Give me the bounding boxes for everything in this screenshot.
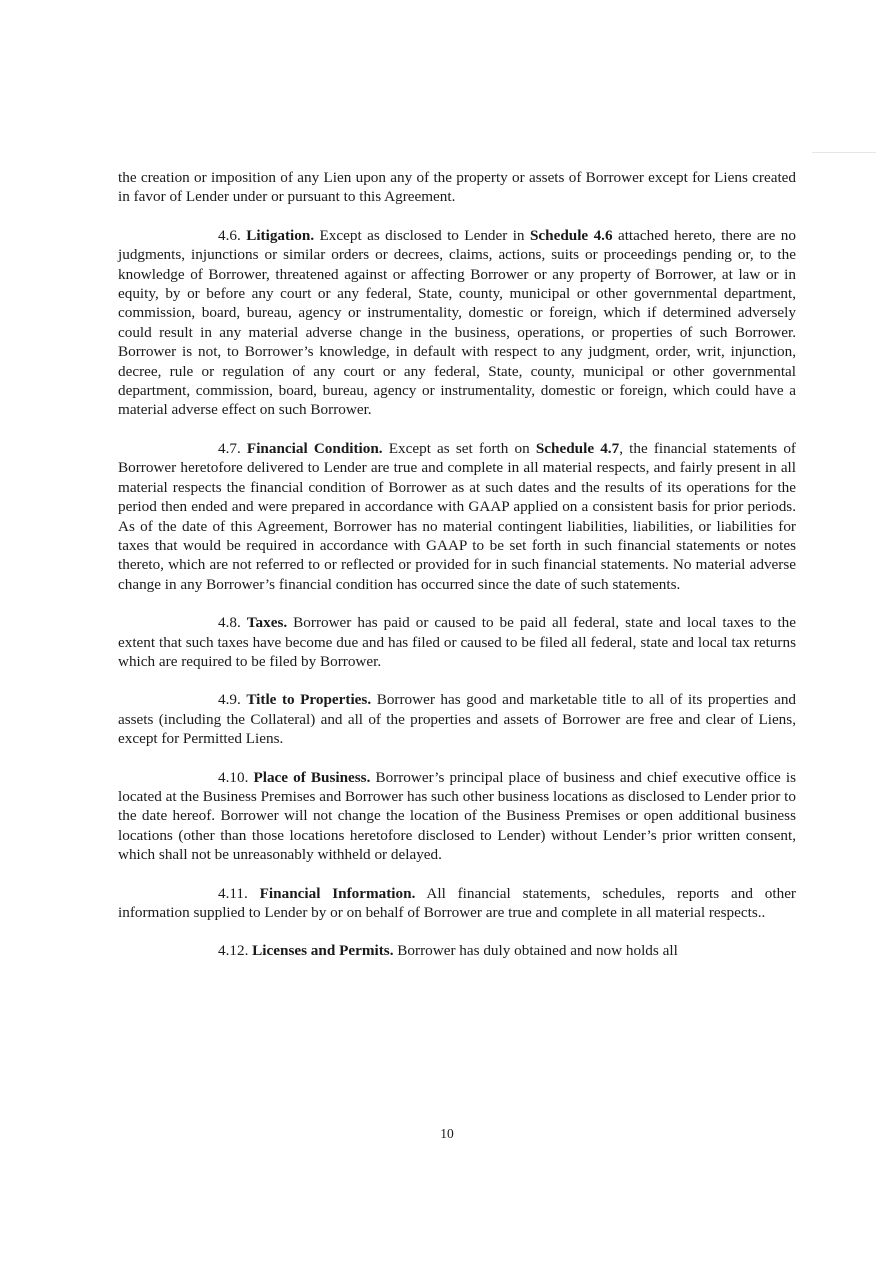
section-4-9-title-to-properties [118, 690, 796, 748]
document-body [118, 168, 796, 980]
section-4-6-litigation [118, 226, 796, 420]
paragraph-carryover [118, 168, 796, 207]
section-heading: Place of Business. [253, 768, 371, 786]
section-4-7-financial-condition [118, 439, 796, 594]
section-number: 4.10. [218, 768, 249, 786]
schedule-reference: Schedule 4.7 [535, 439, 620, 457]
paragraph-body-pre: Except as set forth on [388, 439, 530, 457]
section-number: 4.12. [218, 942, 249, 960]
section-number: 4.9. [218, 691, 241, 709]
page-number: 10 [440, 1126, 454, 1141]
scan-artifact [812, 152, 876, 153]
section-heading: Title to Properties. [246, 691, 372, 709]
section-4-11-financial-information [118, 884, 796, 923]
section-number: 4.8. [218, 614, 241, 632]
paragraph-body: the creation or imposition of any Lien upon any of the property or assets of Borrower except for Liens created in favor of Lender under or pursuant to this Agreement. [118, 169, 796, 206]
section-4-12-licenses-and-permits [118, 941, 796, 960]
schedule-reference: Schedule 4.6 [529, 226, 613, 244]
paragraph-body: All financial statements, schedules, reports and other information supplied to Lender by or on behalf of Borrower are true and complete in all material respects.. [118, 884, 796, 921]
paragraph-body: , the financial statements of Borrower heretofore delivered to Lender are true and complete in all material respects, and fairly present in all material respects the financial condition of Borrower as at such dates and the results of its operations for the period then ended and were prepared in accordance with GAAP applied on a consistent basis for prior periods. As of the date of this Agreement, Borrower has no material contingent liabilities, liabilities, or liabilities for taxes that would be required in accordance with GAAP to be set forth in such financial statements or notes thereto, which are not referred to or reflected or provided for in such financial statements. No material adverse change in any Borrower’s financial condition has occurred since the date of such statements. [118, 439, 796, 593]
paragraph-body: Borrower has duly obtained and now holds all [397, 942, 678, 960]
paragraph-body: Borrower has good and marketable title to all of its properties and assets (including the Collateral) and all of the properties and assets of Borrower are free and clear of Liens, except for Permitted Liens. [118, 691, 797, 748]
section-heading: Litigation. [246, 226, 315, 244]
section-number: 4.11. [218, 884, 248, 902]
section-heading: Taxes. [246, 614, 288, 632]
paragraph-body: Borrower has paid or caused to be paid all federal, state and local taxes to the extent that such taxes have become due and has filed or caused to be filed all federal, state and local tax returns which are required to be filed by Borrower. [118, 614, 796, 670]
section-heading: Financial Information. [259, 884, 416, 902]
section-4-10-place-of-business [118, 768, 796, 865]
section-heading: Financial Condition. [246, 439, 383, 457]
section-number: 4.7. [218, 439, 241, 457]
section-number: 4.6. [218, 226, 241, 244]
paragraph-body: Borrower’s principal place of business and chief executive office is located at the Business Premises and Borrower has such other business locations as disclosed to Lender prior to the date hereof. Borrower will not change the location of the Business Premises or open additional business locations (other than those locations heretofore disclosed to Lender) without Lender’s prior written consent, which shall not be unreasonably withheld or delayed. [118, 768, 796, 864]
paragraph-body: attached hereto, there are no judgments, injunctions or similar orders or decrees, claims, actions, suits or proceedings pending or, to the knowledge of Borrower, threatened against or affecting Borrower or any property of Borrower, at law or in equity, by or before any court or any federal, State, county, municipal or other governmental department, commission, board, bureau, agency or instrumentality, domestic or foreign, which if determined adversely could result in any material adverse change in the business, operations, or properties of such Borrower. Borrower is not, to Borrower’s knowledge, in default with respect to any judgment, order, writ, injunction, decree, rule or regulation of any court or any federal, State, county, municipal or other governmental department, commission, board, bureau, agency or instrumentality, domestic or foreign, which could have a material adverse effect on such Borrower. [118, 226, 796, 419]
section-heading: Licenses and Permits. [252, 942, 394, 960]
paragraph-body-pre: Except as disclosed to Lender in [319, 226, 525, 244]
section-4-8-taxes [118, 613, 796, 671]
